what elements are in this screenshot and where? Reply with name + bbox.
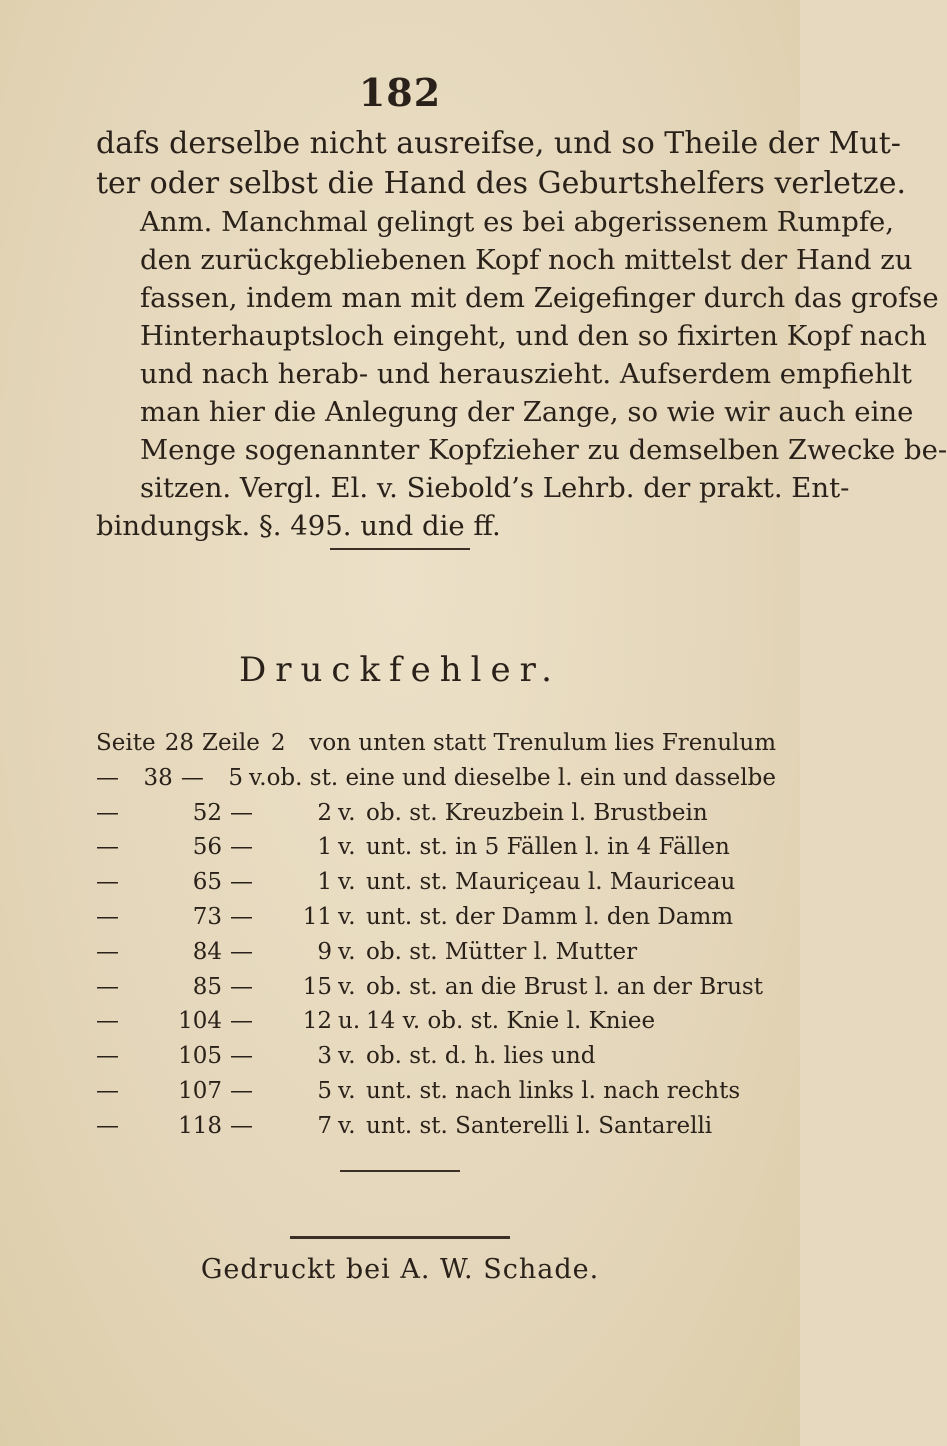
line-label: — (230, 903, 253, 930)
printer-imprint: Gedruckt bei A. W. Schade. (200, 1254, 600, 1285)
page-number-cell: 84 (192, 938, 222, 965)
section-divider (330, 548, 470, 550)
main-paragraph (96, 124, 906, 204)
errata-end-divider (340, 1170, 460, 1172)
line-number-cell: 1 (317, 869, 332, 896)
annotation-line: und nach herab- und herauszieht. Aufserdem empfiehlt (140, 358, 912, 390)
correction-text: ob. st. eine und dieselbe l. ein und dasselbe (266, 764, 776, 791)
direction-cell: v. (338, 938, 356, 965)
line-number-cell: 3 (317, 1043, 332, 1070)
errata-row (96, 730, 776, 765)
correction-text: unt. st. in 5 Fällen l. in 4 Fällen (366, 834, 730, 861)
errata-row (96, 904, 776, 939)
page-number-cell: 38 (143, 764, 173, 791)
direction-cell: v. (338, 1077, 356, 1104)
line-number-cell: 5 (228, 764, 243, 791)
errata-row (96, 974, 776, 1009)
annotation-paragraph (96, 203, 947, 545)
page-label: — (96, 764, 119, 791)
line-number-cell: 15 (302, 973, 332, 1000)
line-number-cell: 2 (317, 799, 332, 826)
page-label: — (96, 1112, 119, 1139)
errata-row (96, 939, 776, 974)
correction-text: ob. st. Kreuzbein l. Brustbein (366, 799, 708, 826)
page-number-cell: 28 (164, 730, 194, 756)
errata-row (96, 1078, 776, 1113)
direction-cell: u. (338, 1008, 361, 1035)
page-label: — (96, 799, 119, 826)
line-number-cell: 12 (302, 1008, 332, 1035)
errata-list (96, 730, 776, 1148)
line-number-cell: 11 (302, 903, 332, 930)
annotation-line: bindungsk. §. 495. und die ff. (96, 510, 501, 542)
correction-text: ob. st. d. h. lies und (366, 1043, 596, 1070)
page-number-cell: 105 (178, 1043, 222, 1070)
page-number-cell: 65 (192, 869, 222, 896)
errata-row (96, 1113, 776, 1148)
line-label: Zeile (201, 730, 260, 756)
page-label: — (96, 869, 119, 896)
page-number-cell: 107 (178, 1077, 222, 1104)
line-number-cell: 9 (317, 938, 332, 965)
page-label: — (96, 1008, 119, 1035)
annotation-line: fassen, indem man mit dem Zeigefinger durch das grofse (140, 282, 939, 314)
correction-text: unt. st. der Damm l. den Damm (366, 903, 734, 930)
page-label: Seite (96, 730, 156, 756)
direction-cell: v. (338, 903, 356, 930)
paragraph-line: ter oder selbst die Hand des Geburtshelfers verletze. (96, 166, 906, 201)
line-label: — (230, 973, 253, 1000)
direction-cell: v. (338, 834, 356, 861)
line-number-cell: 7 (317, 1112, 332, 1139)
page-number-cell: 118 (178, 1112, 222, 1139)
direction-cell: v. (338, 1112, 356, 1139)
direction-cell: v. (338, 869, 356, 896)
errata-row (96, 869, 776, 904)
line-label: — (230, 1112, 253, 1139)
line-label: — (230, 1043, 253, 1070)
line-number-cell: 2 (270, 730, 286, 756)
page-label: — (96, 1077, 119, 1104)
annotation-line: den zurückgebliebenen Kopf noch mittelst der Hand zu (140, 244, 913, 276)
direction-cell: v. (249, 764, 267, 791)
page-label: — (96, 834, 119, 861)
paragraph-line: dafs derselbe nicht ausreifse, und so Theile der Mut- (96, 126, 901, 161)
line-label: — (230, 1077, 253, 1104)
correction-text: unt. st. nach links l. nach rechts (366, 1077, 741, 1104)
annotation-line: sitzen. Vergl. El. v. Siebold’s Lehrb. der prakt. Ent- (140, 472, 850, 504)
page-number-cell: 52 (192, 799, 222, 826)
page-label: — (96, 1043, 119, 1070)
annotation-line: Hinterhauptsloch eingeht, und den so fixirten Kopf nach (140, 320, 927, 352)
correction-text: von unten statt Trenulum lies Frenulum (309, 730, 776, 756)
direction-cell: v. (338, 799, 356, 826)
line-label: — (230, 834, 253, 861)
direction-cell: v. (338, 973, 356, 1000)
line-label: — (230, 799, 253, 826)
line-label: — (230, 869, 253, 896)
direction-cell: v. (338, 1043, 356, 1070)
annotation-line: Menge sogenannter Kopfzieher zu demselben Zwecke be- (140, 434, 947, 466)
correction-text: unt. st. Mauriçeau l. Mauriceau (366, 869, 736, 896)
page-number-cell: 56 (192, 834, 222, 861)
annotation-line: man hier die Anlegung der Zange, so wie wir auch eine (140, 396, 914, 428)
imprint-divider (290, 1236, 510, 1239)
page-number-cell: 104 (178, 1008, 222, 1035)
line-label: — (230, 938, 253, 965)
page-number-cell: 73 (192, 903, 222, 930)
errata-row (96, 1043, 776, 1078)
page-number: 182 (358, 70, 442, 115)
correction-text: 14 v. ob. st. Knie l. Kniee (366, 1008, 656, 1035)
correction-text: unt. st. Santerelli l. Santarelli (366, 1112, 713, 1139)
correction-text: ob. st. Mütter l. Mutter (366, 938, 638, 965)
errata-row (96, 765, 776, 800)
line-label: — (180, 764, 204, 791)
annotation-line: Anm. Manchmal gelingt es bei abgerissenem Rumpfe, (140, 206, 895, 238)
page-label: — (96, 903, 119, 930)
page-number-cell: 85 (192, 973, 222, 1000)
page-label: — (96, 938, 119, 965)
line-label: — (230, 1008, 253, 1035)
errata-row (96, 1008, 776, 1043)
line-number-cell: 5 (317, 1077, 332, 1104)
page-label: — (96, 973, 119, 1000)
correction-text: ob. st. an die Brust l. an der Brust (366, 973, 763, 1000)
errata-heading: Druckfehler. (239, 650, 561, 690)
errata-row (96, 800, 776, 835)
line-number-cell: 1 (317, 834, 332, 861)
errata-row (96, 834, 776, 869)
